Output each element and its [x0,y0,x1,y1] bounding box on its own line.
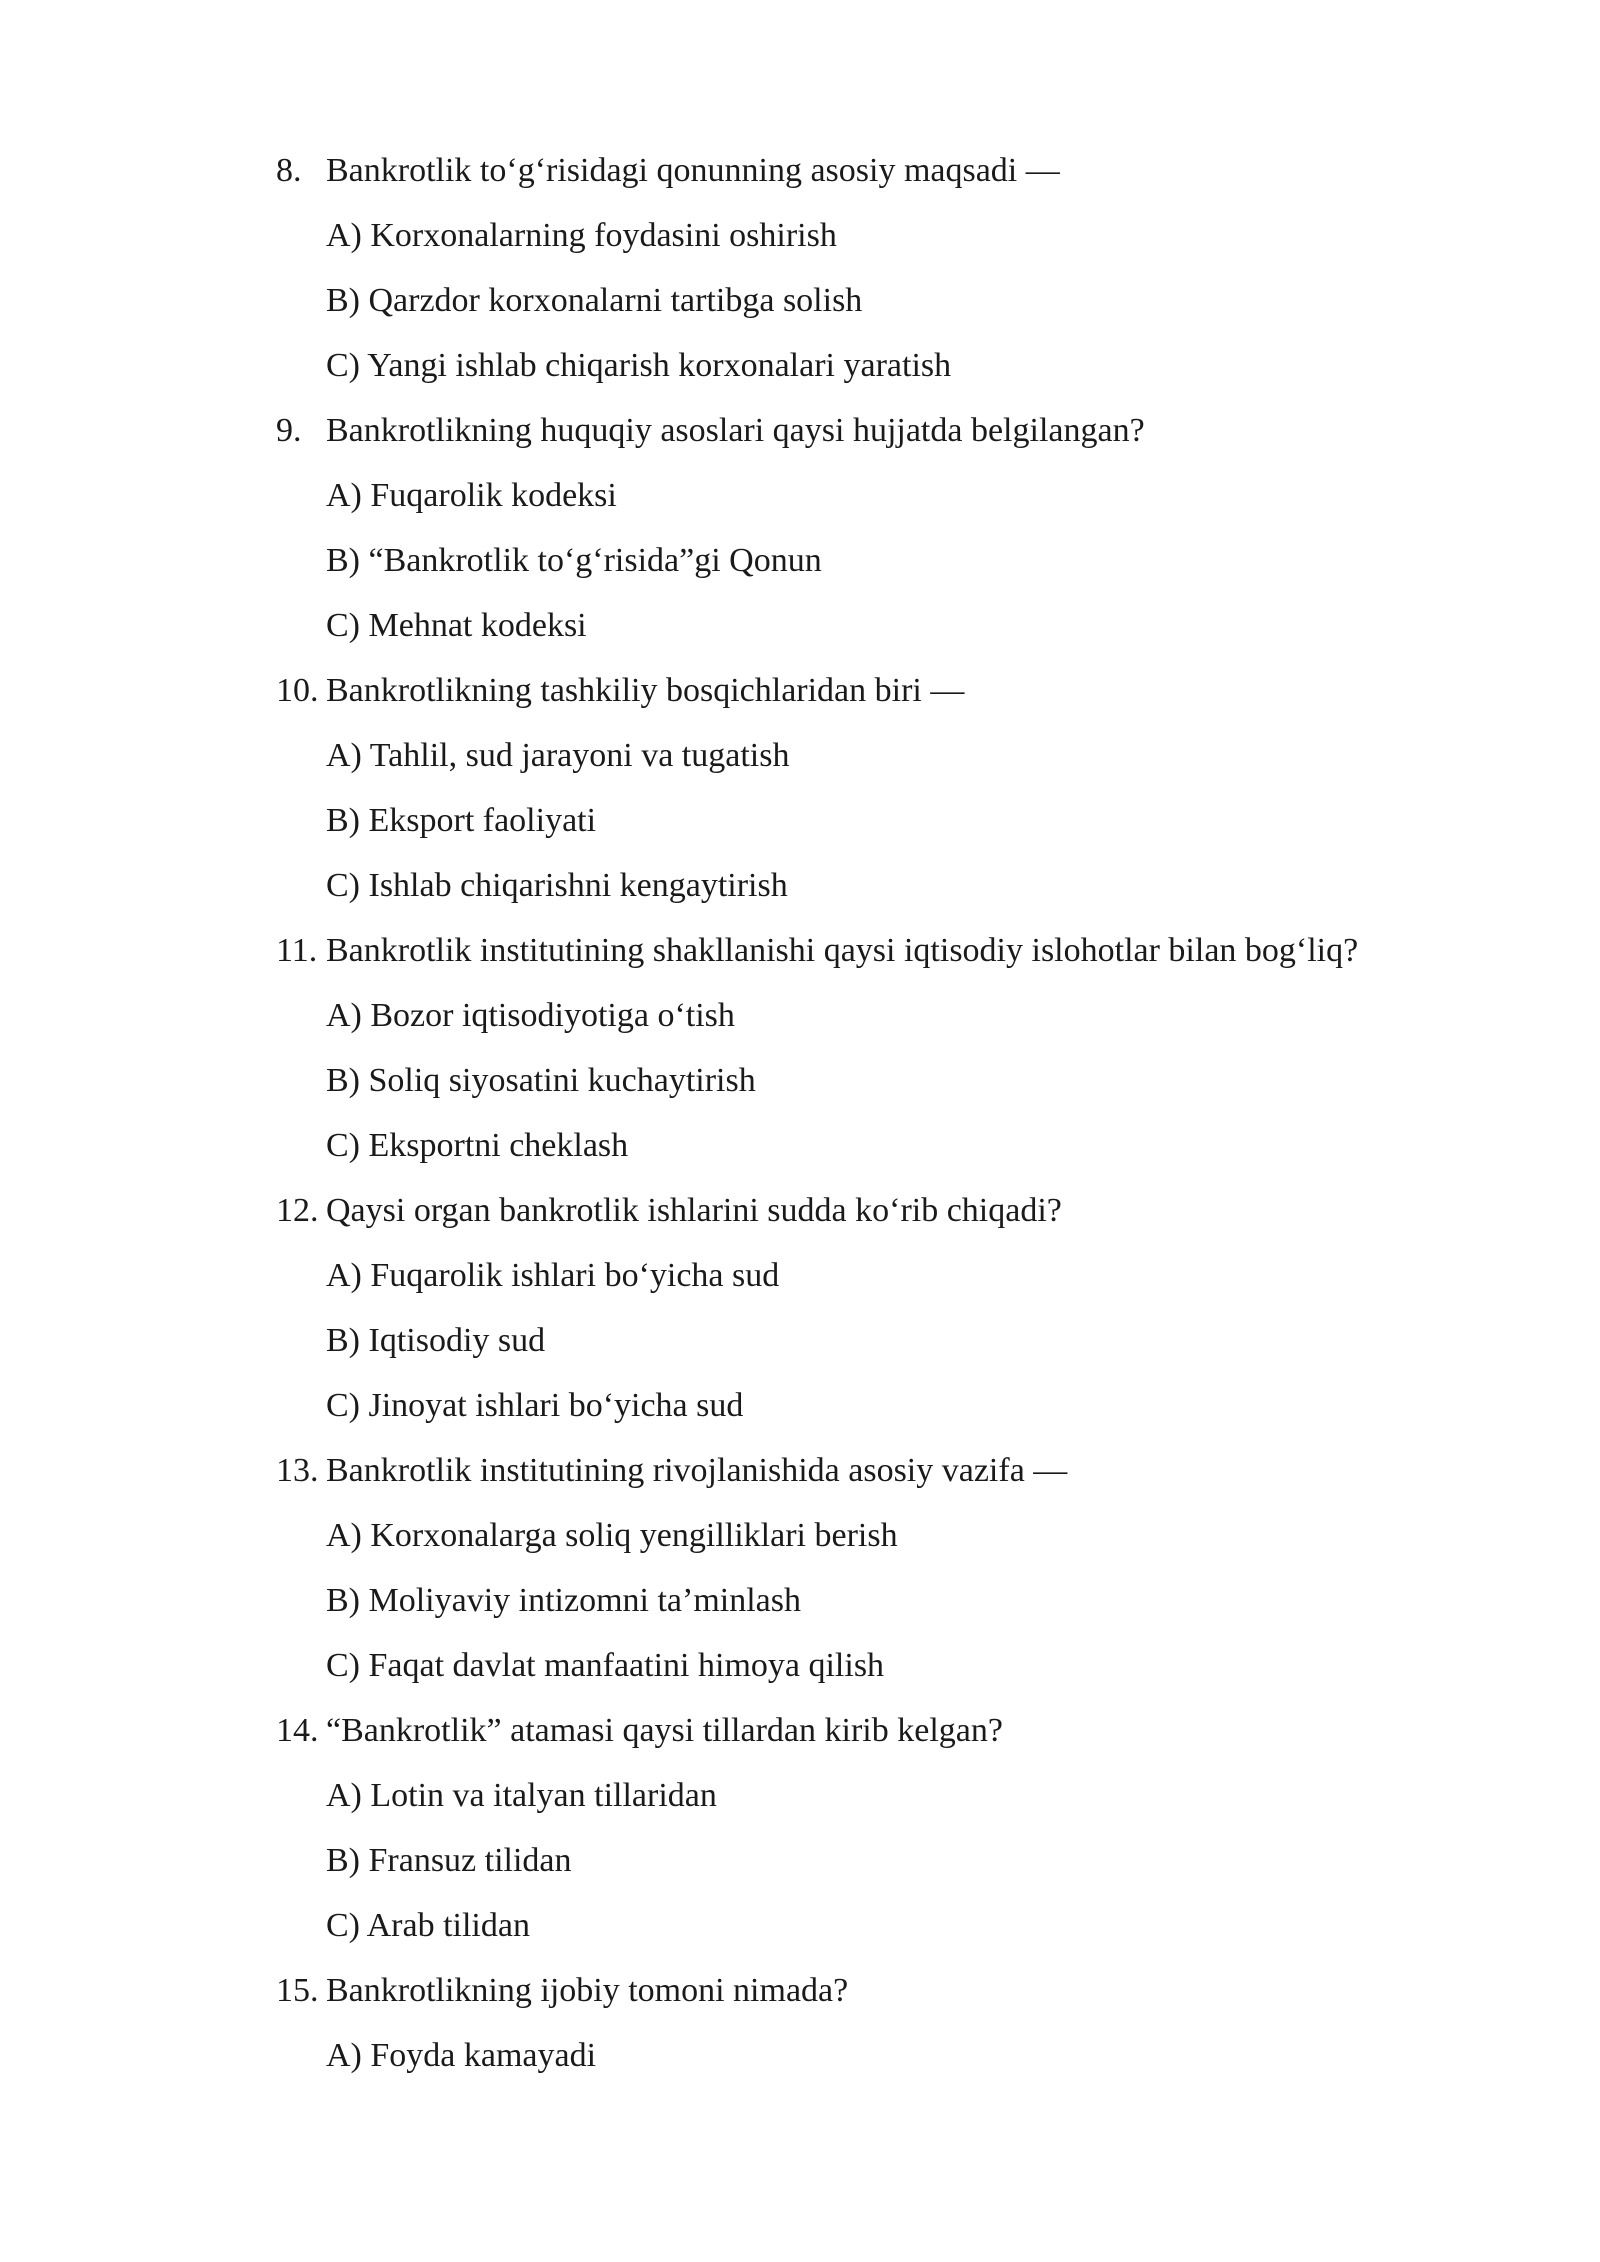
answer-option-text: A) Fuqarolik ishlari bo‘yicha sud [326,1257,780,1294]
question-item [0,668,1600,733]
answer-option-text: A) Korxonalarga soliq yengilliklari berish [326,1517,898,1554]
answer-option-text: C) Eksportni cheklash [326,1127,629,1164]
answer-option [0,1903,1600,1968]
answer-option [0,1578,1600,1643]
answer-option-text: B) Soliq siyosatini kuchaytirish [326,1062,756,1099]
question-number: 8. [276,152,302,189]
answer-option [0,473,1600,538]
answer-option-text: C) Arab tilidan [326,1907,530,1944]
answer-option-text: C) Ishlab chiqarishni kengaytirish [326,867,788,904]
question-number: 11. [276,932,318,969]
question-item [0,1708,1600,1773]
answer-option-text: A) Foyda kamayadi [326,2037,597,2074]
answer-option-text: C) Jinoyat ishlari bo‘yicha sud [326,1387,744,1424]
answer-option [0,343,1600,408]
answer-option-text: A) Korxonalarning foydasini oshirish [326,217,837,254]
answer-option-text: B) Eksport faoliyati [326,802,597,839]
answer-option-text: C) Faqat davlat manfaatini himoya qilish [326,1647,885,1684]
answer-option [0,1513,1600,1578]
question-text: Bankrotlik institutining rivojlanishida asosiy vazifa — [326,1452,1068,1489]
question-number: 13. [276,1452,319,1489]
question-number: 10. [276,672,319,709]
answer-option-text: B) Moliyaviy intizomni ta’minlash [326,1582,802,1619]
answer-option-text: B) “Bankrotlik to‘g‘risida”gi Qonun [326,542,822,579]
question-number: 12. [276,1192,319,1229]
answer-option [0,1838,1600,1903]
answer-option [0,733,1600,798]
answer-option-text: A) Fuqarolik kodeksi [326,477,617,514]
answer-option [0,1318,1600,1383]
question-number: 9. [276,412,302,449]
question-text: Bankrotlikning huquqiy asoslari qaysi hujjatda belgilangan? [326,412,1145,449]
question-item [0,1448,1600,1513]
question-text: Bankrotlikning tashkiliy bosqichlaridan biri — [326,672,965,709]
question-list [0,148,1600,2098]
question-item [0,1968,1600,2033]
answer-option-text: B) Iqtisodiy sud [326,1322,546,1359]
question-number: 14. [276,1712,319,1749]
answer-option-text: A) Lotin va italyan tillaridan [326,1777,717,1814]
question-item [0,148,1600,213]
answer-option [0,993,1600,1058]
answer-option-text: C) Yangi ishlab chiqarish korxonalari yaratish [326,347,952,384]
answer-option-text: A) Bozor iqtisodiyotiga o‘tish [326,997,735,1034]
question-text: “Bankrotlik” atamasi qaysi tillardan kirib kelgan? [326,1712,1003,1749]
answer-option-text: C) Mehnat kodeksi [326,607,587,644]
answer-option-text: B) Fransuz tilidan [326,1842,572,1879]
question-text: Bankrotlik institutining shakllanishi qaysi iqtisodiy islohotlar bilan bog‘liq? [326,932,1359,969]
question-item [0,928,1600,993]
question-number: 15. [276,1972,319,2009]
question-item [0,408,1600,473]
question-text: Qaysi organ bankrotlik ishlarini sudda ko‘rib chiqadi? [326,1192,1062,1229]
answer-option [0,1643,1600,1708]
answer-option-text: A) Tahlil, sud jarayoni va tugatish [326,737,790,774]
answer-option [0,213,1600,278]
answer-option [0,1253,1600,1318]
answer-option [0,2033,1600,2098]
answer-option [0,1383,1600,1448]
question-text: Bankrotlik to‘g‘risidagi qonunning asosiy maqsadi — [326,152,1060,189]
answer-option [0,863,1600,928]
answer-option-text: B) Qarzdor korxonalarni tartibga solish [326,282,863,319]
answer-option [0,798,1600,863]
question-text: Bankrotlikning ijobiy tomoni nimada? [326,1972,849,2009]
answer-option [0,603,1600,668]
answer-option [0,1773,1600,1838]
answer-option [0,278,1600,343]
question-item [0,1188,1600,1253]
answer-option [0,1058,1600,1123]
answer-option [0,538,1600,603]
answer-option [0,1123,1600,1188]
